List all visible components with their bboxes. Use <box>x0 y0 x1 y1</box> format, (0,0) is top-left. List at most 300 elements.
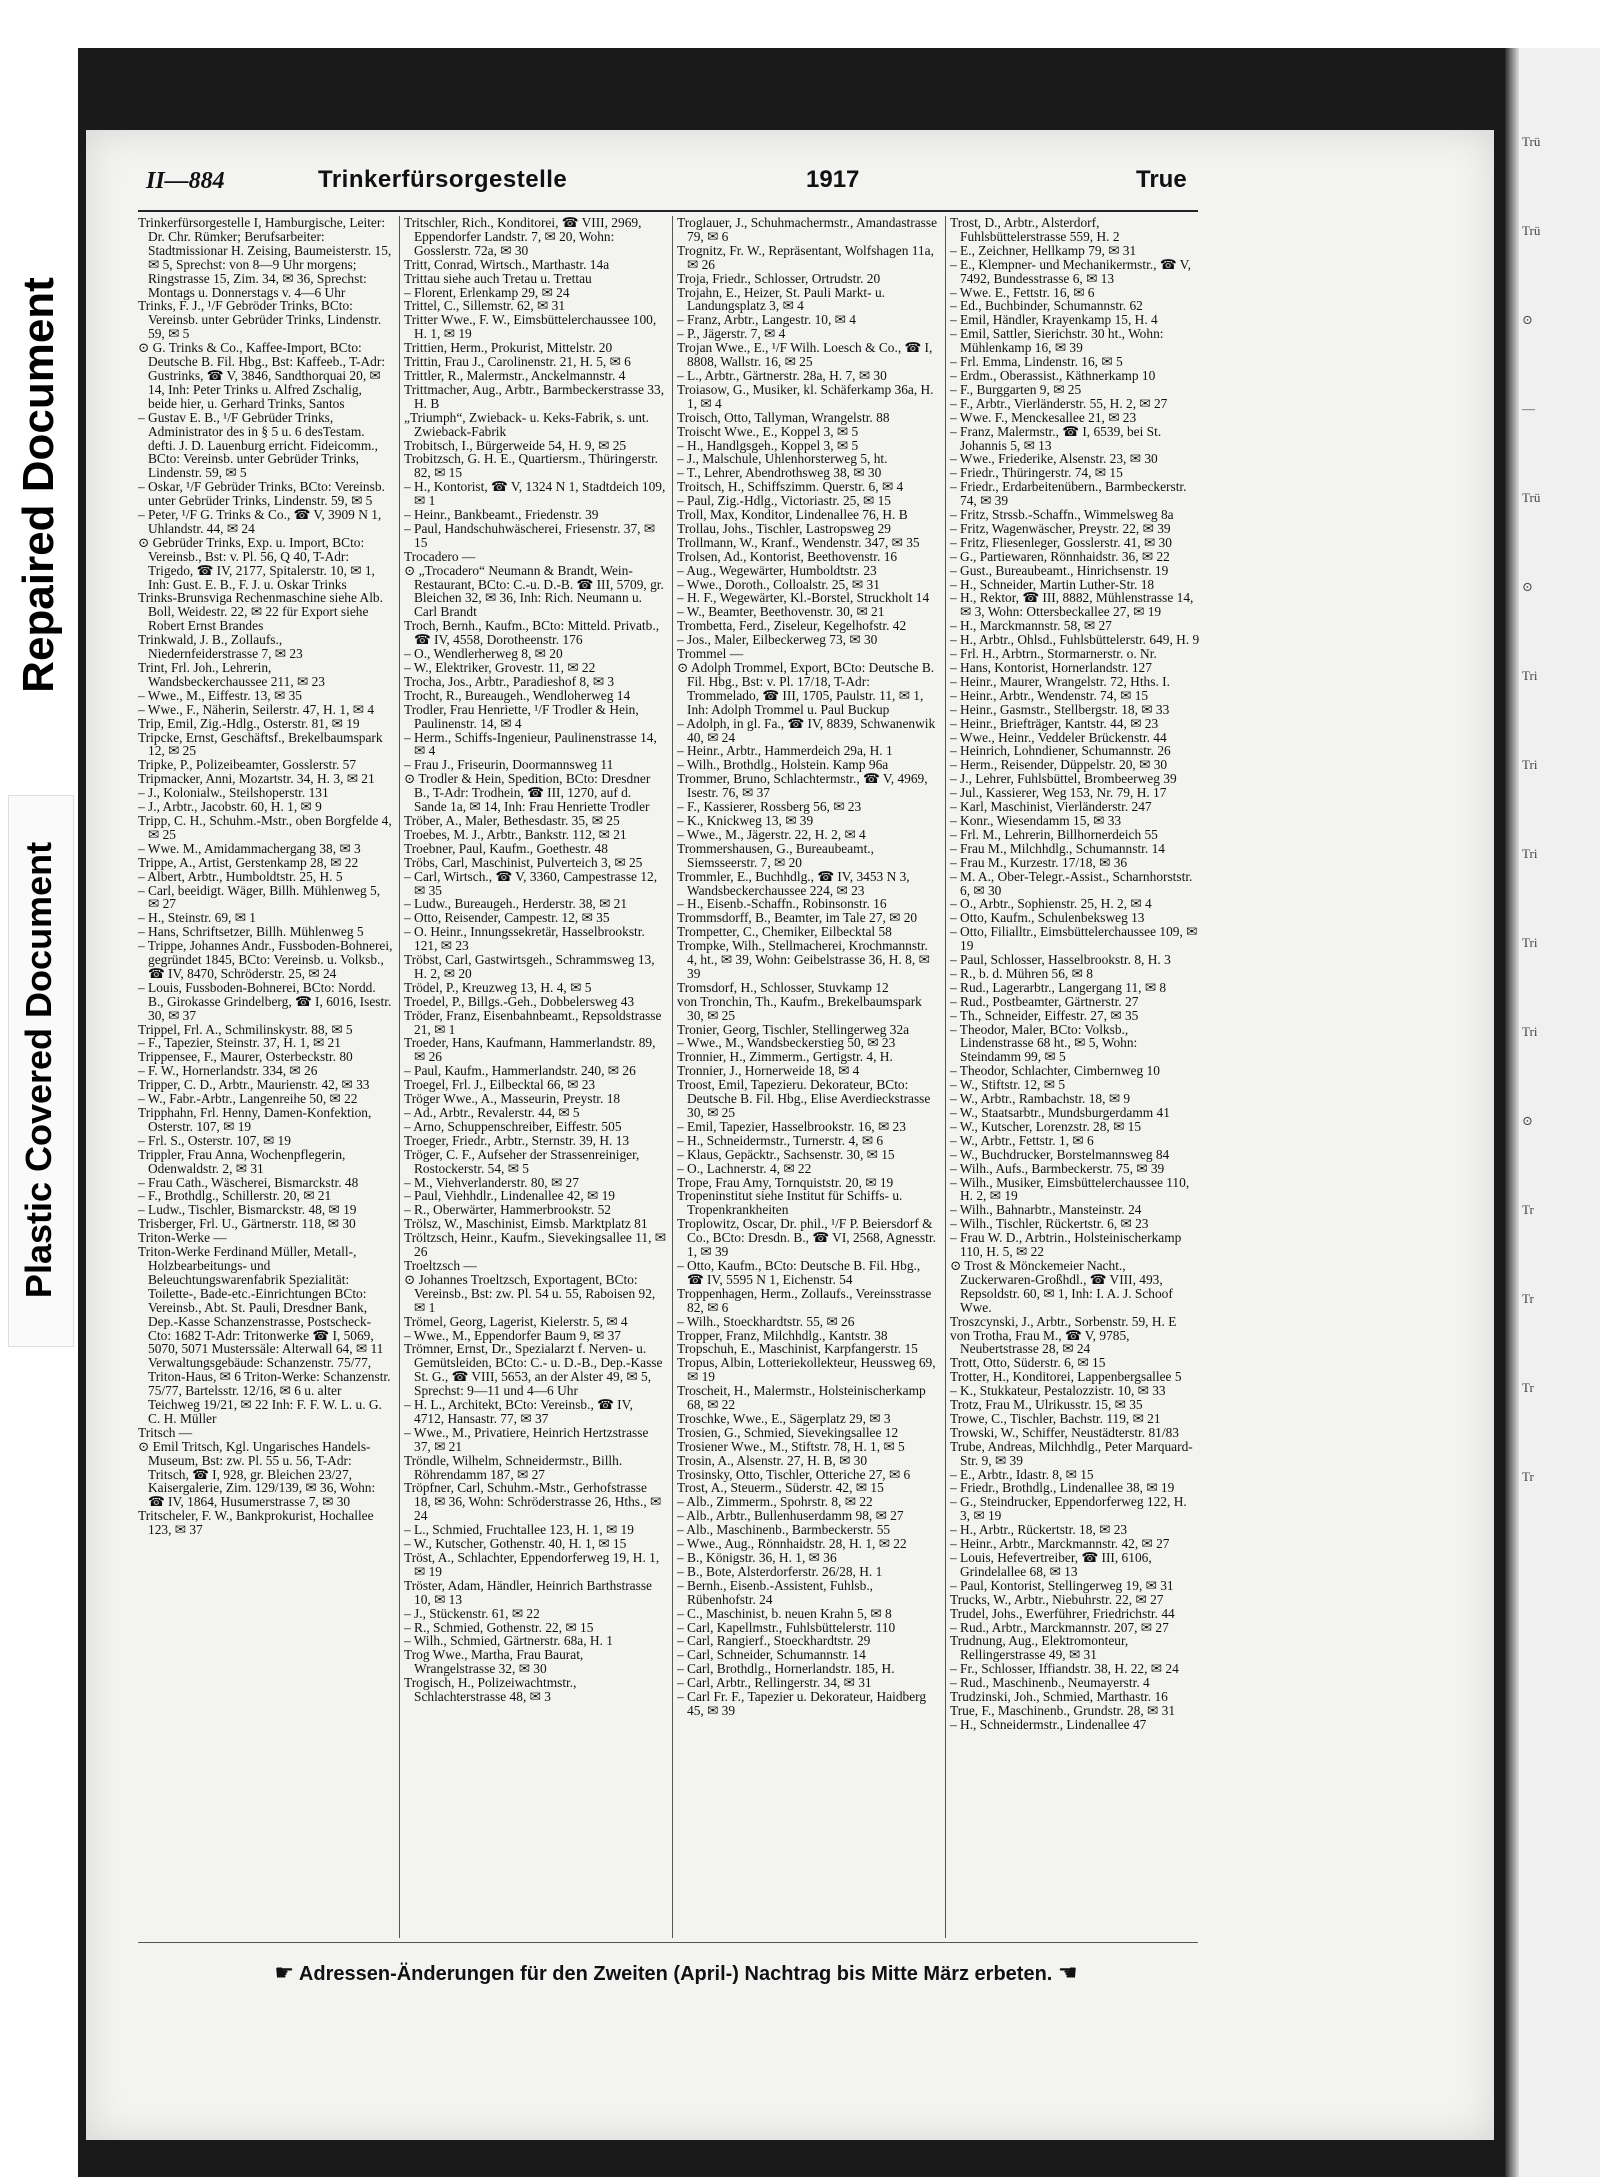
directory-entry: – Wwe., Heinr., Veddeler Brückenstr. 44 <box>950 729 1167 745</box>
directory-entry: Tripke, P., Polizeibeamter, Gosslerstr. 57 <box>138 757 357 773</box>
directory-entry: Trittel, C., Sillemstr. 62, ✉ 31 <box>404 298 566 314</box>
directory-entry: – Franz, Arbtr., Langestr. 10, ✉ 4 <box>677 312 856 328</box>
directory-entry: – Frau W. D., Arbtrin., Holsteinischerkamp 110, H. 5, ✉ 22 <box>950 1230 1182 1260</box>
directory-entry: Troegel, Frl. J., Eilbecktal 66, ✉ 23 <box>404 1077 596 1093</box>
year: 1917 <box>806 166 860 193</box>
directory-entry: Trommler, E., Buchhdlg., ☎ IV, 3453 N 3, Wandsbeckerchaussee 224, ✉ 23 <box>677 868 910 898</box>
directory-entry: – Alb., Maschinenb., Barmbeckerstr. 55 <box>677 1522 891 1538</box>
directory-entry: – R., Schmied, Gothenstr. 22, ✉ 15 <box>404 1619 594 1635</box>
directory-entry: – Albert, Arbtr., Humboldtstr. 25, H. 5 <box>138 868 343 884</box>
directory-entry: – Florent, Erlenkamp 29, ✉ 24 <box>404 284 570 300</box>
directory-entry: – Heinr., Gasmstr., Stellbergstr. 18, ✉ 33 <box>950 701 1170 717</box>
directory-entry: – Ludw., Bureaugeh., Herderstr. 38, ✉ 21 <box>404 896 628 912</box>
pointing-hand-icon: ☚ <box>1057 1960 1078 1985</box>
directory-entry: – H., Arbtr., Rückertstr. 18, ✉ 23 <box>950 1522 1128 1538</box>
directory-entry: – Louis, Fussboden-Bohnerei, BCto: Nordd. B., Girokasse Grindelberg, ☎ I, 6016, Isestr. 30, ✉ 37 <box>138 979 392 1023</box>
directory-entry: Trittmacher, Aug., Arbtr., Barmbeckerstrasse 33, H. B <box>404 381 665 411</box>
directory-entry: – Carl, Brothdlg., Hornerlandstr. 185, H. <box>677 1661 895 1677</box>
directory-entry: – H., Schneidermstr., Lindenallee 47 <box>950 1716 1147 1732</box>
directory-entry: Trömner, Ernst, Dr., Spezialarzt f. Nerven- u. Gemütsleiden, BCto: C.- u. D.-B., Dep.-Kasse St. G., ☎ VIII, 5653, an der Alster 49, ✉ 5, Sprechst: 9—11 und 4—6 Uhr <box>404 1341 663 1399</box>
scanned-page-area <box>78 48 1600 2177</box>
directory-entry: Troch, Bernh., Kaufm., BCto: Mitteld. Privatb., ☎ IV, 4558, Dorotheenstr. 176 <box>404 618 660 648</box>
directory-entry: Trommsdorff, B., Beamter, im Tale 27, ✉ 20 <box>677 910 918 926</box>
directory-entry: – Wilh., Brothdlg., Holstein. Kamp 96a <box>677 757 889 773</box>
directory-entry: – Ad., Arbtr., Revalerstr. 44, ✉ 5 <box>404 1105 580 1120</box>
directory-entry: Tripcke, Ernst, Geschäftsf., Brekelbaumspark 12, ✉ 25 <box>138 729 383 759</box>
directory-entry: – Otto, Reisender, Campestr. 12, ✉ 35 <box>404 910 610 926</box>
directory-entry: – Hans, Schriftsetzer, Billh. Mühlenweg 5 <box>138 924 364 940</box>
adjacent-page-fragment: — <box>1522 401 1535 416</box>
directory-entry: – H., Handlgsgeh., Koppel 3, ✉ 5 <box>677 437 859 453</box>
directory-entry: – F., Arbtr., Vierländerstr. 55, H. 2, ✉ 27 <box>950 395 1168 411</box>
directory-entry: – Otto, Kaufm., BCto: Deutsche B. Fil. Hbg., ☎ IV, 5595 N 1, Eichenstr. 54 <box>677 1257 921 1287</box>
directory-entry: Trost, A., Steuerm., Süderstr. 42, ✉ 15 <box>677 1480 884 1496</box>
directory-entry: – H. L., Architekt, BCto: Vereinsb., ☎ IV, 4712, Hansastr. 77, ✉ 37 <box>404 1397 633 1426</box>
directory-entry: Trommer, Bruno, Schlachtermstr., ☎ V, 4969, Isestr. 76, ✉ 37 <box>677 771 928 801</box>
column-4 <box>950 216 1200 1938</box>
directory-entry: Troppenhagen, Herm., Zollaufs., Vereinsstrasse 82, ✉ 6 <box>677 1285 932 1315</box>
directory-entry: – Wwe., Friederike, Alsenstr. 23, ✉ 30 <box>950 451 1158 467</box>
directory-entry: – Wilh., Stoeckhardtstr. 55, ✉ 26 <box>677 1313 855 1329</box>
directory-entry: – C., Maschinist, b. neuen Krahn 5, ✉ 8 <box>677 1605 892 1621</box>
directory-entry: – W., Staatsarbtr., Mundsburgerdamm 41 <box>950 1105 1170 1120</box>
directory-entry: – H., Marckmannstr. 58, ✉ 27 <box>950 618 1112 634</box>
directory-entry: – Wilh., Tischler, Rückertstr. 6, ✉ 23 <box>950 1216 1149 1232</box>
directory-entry: Tröber, A., Maler, Bethesdastr. 35, ✉ 25 <box>404 812 620 828</box>
directory-entry: – Wilh., Musiker, Eimsbüttelerchaussee 110, H. 2, ✉ 19 <box>950 1174 1190 1204</box>
directory-entry: – Heinrich, Lohndiener, Schumannstr. 26 <box>950 743 1171 759</box>
directory-entry: – Hans, Kontorist, Hornerlandstr. 127 <box>950 660 1152 675</box>
directory-entry: – H., Rektor, ☎ III, 8882, Mühlenstrasse 14, ✉ 3, Wohn: Ottersbeckallee 27, ✉ 19 <box>950 590 1194 620</box>
directory-entry: – Herm., Schiffs-Ingenieur, Paulinenstrasse 14, ✉ 4 <box>404 729 657 759</box>
directory-entry: Trinkerfürsorgestelle I, Hamburgische, Leiter: Dr. Chr. Rümker; Berufsarbeiter: Stadtmissionar H. Zeising, Baumeisterstr. 15, ✉ 5, Sprechst: von 8—9 Uhr morgens; Ringstrasse 15, Zim. 34, ✉ 36, Sprechst: Montags u. Donnerstags v. 4—6 Uhr <box>138 216 392 300</box>
directory-entry: – Fr., Schlosser, Iffiandstr. 38, H. 22, ✉ 24 <box>950 1661 1179 1677</box>
directory-entry: – R., Oberwärter, Hammerbrookstr. 52 <box>404 1202 611 1218</box>
directory-entry: Tripphahn, Frl. Henny, Damen-Konfektion, Osterstr. 107, ✉ 19 <box>138 1105 372 1134</box>
directory-entry: – Otto, Kaufm., Schulenbeksweg 13 <box>950 910 1145 926</box>
directory-entry: – J., Lehrer, Fuhlsbüttel, Brombeerweg 39 <box>950 771 1177 787</box>
directory-entry: – Fritz, Fliesenleger, Gosslerstr. 41, ✉ 30 <box>950 534 1172 550</box>
directory-entry: Trope, Frau Amy, Tornquiststr. 20, ✉ 19 <box>677 1174 894 1190</box>
directory-entry: – J., Kolonialw., Steilshoperstr. 131 <box>138 785 329 801</box>
adjacent-page-fragment: Trü <box>1522 134 1541 149</box>
directory-entry: – Heinr., Arbtr., Wendenstr. 74, ✉ 15 <box>950 687 1149 703</box>
directory-entry: Trogisch, H., Polizeiwachtmstr., Schlachterstrasse 48, ✉ 3 <box>404 1675 577 1705</box>
directory-entry: Tripp, C. H., Schuhm.-Mstr., oben Borgfelde 4, ✉ 25 <box>138 812 392 842</box>
directory-entry: Trollmann, W., Kranf., Wendenstr. 347, ✉ 35 <box>677 534 920 550</box>
directory-entry: – Alb., Zimmerm., Spohrstr. 8, ✉ 22 <box>677 1494 873 1510</box>
directory-entry: Trippe, A., Artist, Gerstenkamp 28, ✉ 22 <box>138 854 359 870</box>
directory-entry: Trömel, Georg, Lagerist, Kielerstr. 5, ✉ 4 <box>404 1313 628 1329</box>
page-header <box>146 162 1196 202</box>
directory-entry: – Frau M., Kurzestr. 17/18, ✉ 36 <box>950 854 1128 870</box>
directory-entry: – M. A., Ober-Telegr.-Assist., Scharnhorststr. 6, ✉ 30 <box>950 868 1193 898</box>
directory-entry: Troplowitz, Oscar, Dr. phil., ¹/F P. Beiersdorf & Co., BCto: Dresdn. B., ☎ VI, 2568, Agnesstr. 1, ✉ 39 <box>677 1216 936 1260</box>
directory-entry: Trojan Wwe., E., ¹/F Wilh. Loesch & Co., ☎ I, 8808, Wallstr. 16, ✉ 25 <box>677 340 933 370</box>
directory-entry: – B., Bote, Alsterdorferstr. 26/28, H. 1 <box>677 1563 883 1579</box>
directory-entry: – Alb., Arbtr., Bullenhuserdamm 98, ✉ 27 <box>677 1508 904 1524</box>
column-divider <box>945 216 946 1938</box>
directory-entry: Trocht, R., Bureaugeh., Wendloherweg 14 <box>404 687 631 703</box>
directory-entry: – Wwe. M., Amidammachergang 38, ✉ 3 <box>138 840 361 856</box>
directory-entry: – Wwe., M., Jägerstr. 22, H. 2, ✉ 4 <box>677 826 866 842</box>
directory-entry: – F., Brothdlg., Schillerstr. 20, ✉ 21 <box>138 1188 332 1204</box>
directory-entry: Troebner, Paul, Kaufm., Goethestr. 48 <box>404 840 608 856</box>
directory-entry: – Emil, Händler, Krayenkamp 15, H. 4 <box>950 312 1158 328</box>
directory-entry: Triton-Werke — <box>138 1230 227 1246</box>
directory-entry: – Carl, Kapellmstr., Fuhlsbüttelerstr. 110 <box>677 1619 896 1635</box>
directory-entry: – J., Arbtr., Jacobstr. 60, H. 1, ✉ 9 <box>138 799 322 815</box>
directory-entry: – W., Beamter, Beethovenstr. 30, ✉ 21 <box>677 604 885 620</box>
directory-entry: Trocadero — <box>404 548 476 564</box>
directory-entry: Troebes, M. J., Arbtr., Bankstr. 112, ✉ 21 <box>404 826 627 842</box>
directory-entry: – Th., Schneider, Eiffestr. 27, ✉ 35 <box>950 1007 1139 1023</box>
footer-text: Adressen-Änderungen für den Zweiten (April-) Nachtrag bis Mitte März erbeten. <box>298 1963 1053 1985</box>
directory-entry: Trobitsch, I., Bürgerweide 54, H. 9, ✉ 25 <box>404 437 627 453</box>
directory-entry: Trinks-Brunsviga Rechenmaschine siehe Alb. Boll, Weidestr. 22, ✉ 22 für Export siehe Robert Ernst Brandes <box>138 590 383 634</box>
directory-entry: Troost, Emil, Tapezieru. Dekorateur, BCto: Deutsche B. Fil. Hbg., Elise Averdieckstrasse 30, ✉ 25 <box>677 1077 931 1120</box>
directory-entry: Tripmacker, Anni, Mozartstr. 34, H. 3, ✉ 21 <box>138 771 375 787</box>
directory-entry: Trinkwald, J. B., Zollaufs., Niedernfeiderstrasse 7, ✉ 23 <box>138 632 303 662</box>
directory-page <box>86 130 1494 2140</box>
directory-entry: – O. Heinr., Innungssekretär, Hasselbrookstr. 121, ✉ 23 <box>404 924 645 954</box>
directory-entry: ⊙ Trodler & Hein, Spedition, BCto: Dresdner B., T-Adr: Trodhein, ☎ III, 1270, auf d. Sande 1a, ✉ 14, Inh: Frau Henriette Trodler <box>404 771 651 815</box>
directory-entry: – Karl, Maschinist, Vierländerstr. 247 <box>950 799 1152 815</box>
directory-entry: Trognitz, Fr. W., Repräsentant, Wolfshagen 11a, ✉ 26 <box>677 242 934 272</box>
adjacent-page-fragment: Tri <box>1522 757 1538 772</box>
directory-entry: – Friedr., Erdarbeitenübern., Barmbeckerstr. 74, ✉ 39 <box>950 479 1187 509</box>
directory-entry: ⊙ „Trocadero“ Neumann & Brandt, Wein-Restaurant, BCto: C.-u. D.-B. ☎ III, 5709, gr. Bleichen 32, ✉ 36, Inh: Rich. Neumann u. Carl Brandt <box>404 562 664 620</box>
directory-entry: – Wilh., Aufs., Barmbeckerstr. 75, ✉ 39 <box>950 1160 1165 1176</box>
directory-entry: – H., Schneidermstr., Turnerstr. 4, ✉ 6 <box>677 1132 884 1148</box>
directory-entry: – Emil, Tapezier, Hasselbrookstr. 16, ✉ 23 <box>677 1118 906 1134</box>
directory-entry: Trost, D., Arbtr., Alsterdorf, Fuhlsbüttelerstrasse 559, H. 2 <box>950 216 1120 244</box>
footer-notice <box>226 1960 1126 1990</box>
directory-entry: Troisch, Otto, Tallyman, Wrangelstr. 88 <box>677 409 890 425</box>
directory-entry: Troischt Wwe., E., Koppel 3, ✉ 5 <box>677 423 859 439</box>
directory-entry: – M., Viehverlanderstr. 80, ✉ 27 <box>404 1174 579 1190</box>
directory-entry: – H. F., Wegewärter, Kl.-Borstel, Struckholt 14 <box>677 590 930 606</box>
directory-entry: Trobitzsch, G. H. E., Quartiersm., Thüringerstr. 82, ✉ 15 <box>404 451 659 481</box>
directory-entry: – Rud., Maschinenb., Neumayerstr. 4 <box>950 1675 1150 1691</box>
directory-entry: Tritscheler, F. W., Bankprokurist, Hochallee 123, ✉ 37 <box>138 1508 374 1538</box>
directory-entry: Tripper, C. D., Arbtr., Maurienstr. 42, ✉ 33 <box>138 1077 370 1093</box>
directory-entry: Trommel — <box>677 646 744 662</box>
directory-entry: – Arno, Schuppenschreiber, Eiffestr. 505 <box>404 1118 622 1134</box>
directory-entry: Trittien, Herm., Prokurist, Mittelstr. 20 <box>404 340 613 356</box>
directory-entry: – R., b. d. Mühren 56, ✉ 8 <box>950 965 1093 981</box>
directory-entry: – Paul, Handschuhwäscherei, Friesenstr. 37, ✉ 15 <box>404 520 656 550</box>
directory-entry: – Ludw., Tischler, Bismarckstr. 48, ✉ 19 <box>138 1202 357 1218</box>
directory-entry: ⊙ Johannes Troeltzsch, Exportagent, BCto: Vereinsb., Bst: zw. Pl. 54 u. 55, Raboisen 92, ✉ 1 <box>404 1271 656 1315</box>
adjacent-page-fragment: Tri <box>1522 668 1538 683</box>
directory-entry: – T., Lehrer, Abendrothsweg 38, ✉ 30 <box>677 465 882 481</box>
directory-entry: – Jos., Maler, Eilbeckerweg 73, ✉ 30 <box>677 632 878 648</box>
directory-entry: – Paul, Zig.-Hdlg., Victoriastr. 25, ✉ 15 <box>677 493 891 509</box>
directory-entry: Troglauer, J., Schuhmachermstr., Amandastrasse 79, ✉ 6 <box>677 216 938 244</box>
directory-entry: – Peter, ¹/F G. Trinks & Co., ☎ V, 3909 N 1, Uhlandstr. 44, ✉ 24 <box>138 507 382 536</box>
directory-entry: ⊙ Gebrüder Trinks, Exp. u. Import, BCto: Vereinsb., Bst: v. Pl. 56, Q 40, T-Adr: Trigedo, ☎ IV, 2177, Spitalerstr. 10, ✉ 1, Inh: Gust. E. B., F. J. u. Oskar Trinks <box>138 534 375 592</box>
directory-entry: Trosiener Wwe., M., Stiftstr. 78, H. 1, ✉ 5 <box>677 1438 905 1454</box>
directory-entry: – F., Burggarten 9, ✉ 25 <box>950 381 1082 397</box>
directory-entry: – Carl, Arbtr., Rellingerstr. 34, ✉ 31 <box>677 1675 872 1691</box>
directory-entry: – Wwe., Doroth., Colloalstr. 25, ✉ 31 <box>677 576 880 592</box>
directory-entry: – Wwe., Aug., Rönnhaidstr. 28, H. 1, ✉ 22 <box>677 1536 907 1552</box>
directory-entry: Trompke, Wilh., Stellmacherei, Krochmannstr. 4, ht., ✉ 39, Wohn: Geibelstrasse 36, H. 8, ✉ 39 <box>677 938 930 981</box>
adjacent-page-fragment: Tri <box>1522 1024 1538 1039</box>
directory-entry: Tröst, A., Schlachter, Eppendorferweg 19, H. 1, ✉ 19 <box>404 1550 660 1579</box>
directory-entry: – Paul, Schlosser, Hasselbrookstr. 8, H. 3 <box>950 952 1171 968</box>
adjacent-page-fragment: Tri <box>1522 935 1538 950</box>
directory-entry: ⊙ Adolph Trommel, Export, BCto: Deutsche B. Fil. Hbg., Bst: v. Pl. 17/18, T-Adr: Trommelado, ☎ III, 1705, Paulstr. 11, ✉ 1, Inh: Adolph Trommel u. Paul Buckup <box>677 660 935 717</box>
column-2 <box>404 216 666 1938</box>
directory-entry: Trocha, Jos., Arbtr., Paradieshof 8, ✉ 3 <box>404 673 615 689</box>
adjacent-page-fragment: Tr <box>1522 1380 1534 1395</box>
directory-entry: Trollau, Johs., Tischler, Lastropsweg 29 <box>677 520 891 536</box>
directory-entry: Trisberger, Frl. U., Gärtnerstr. 118, ✉ 30 <box>138 1216 356 1232</box>
directory-entry: – Paul, Kaufm., Hammerlandstr. 240, ✉ 26 <box>404 1063 636 1079</box>
directory-entry: Trotz, Frau M., Ulrikusstr. 15, ✉ 35 <box>950 1397 1143 1413</box>
directory-entry: Trott, Otto, Süderstr. 6, ✉ 15 <box>950 1355 1106 1371</box>
directory-entry: – L., Arbtr., Gärtnerstr. 28a, H. 7, ✉ 30 <box>677 367 887 383</box>
directory-entry: Trippel, Frl. A., Schmilinskystr. 88, ✉ 5 <box>138 1021 353 1037</box>
directory-entry: Tritsch — <box>138 1424 193 1440</box>
directory-entry: – K., Stukkateur, Pestalozzistr. 10, ✉ 33 <box>950 1383 1166 1399</box>
section-title: Trinkerfürsorgestelle <box>318 166 568 193</box>
directory-entry: – Otto, Filialltr., Eimsbüttelerchaussee 109, ✉ 19 <box>950 924 1198 954</box>
footer-rule <box>138 1942 1198 1943</box>
directory-entry: – W., Buchdrucker, Borstelmannsweg 84 <box>950 1146 1170 1162</box>
directory-entry: Troeltzsch — <box>404 1257 477 1273</box>
directory-entry: – Carl, beeidigt. Wäger, Billh. Mühlenweg 5, ✉ 27 <box>138 882 381 912</box>
directory-entry: – K., Knickweg 13, ✉ 39 <box>677 812 814 828</box>
directory-entry: Tritter Wwe., F. W., Eimsbüttelerchaussee 100, H. 1, ✉ 19 <box>404 312 657 342</box>
adjacent-page-edge <box>1505 48 1600 2177</box>
directory-entry: Tritschler, Rich., Konditorei, ☎ VIII, 2969, Eppendorfer Landstr. 7, ✉ 20, Wohn: Gosslerstr. 72a, ✉ 30 <box>404 216 642 258</box>
directory-entry: Trosien, G., Schmied, Sievekingsallee 12 <box>677 1424 899 1440</box>
directory-entry: – Franz, Malermstr., ☎ I, 6539, bei St. Johannis 5, ✉ 13 <box>950 423 1162 453</box>
directory-entry: Troja, Friedr., Schlosser, Ortrudstr. 20 <box>677 270 881 286</box>
column-divider <box>672 216 673 1938</box>
directory-entry: – Frl. Emma, Lindenstr. 16, ✉ 5 <box>950 354 1123 370</box>
directory-entry: – F., Tapezier, Steinstr. 37, H. 1, ✉ 21 <box>138 1035 341 1051</box>
directory-entry: – W., Kutscher, Lorenzstr. 28, ✉ 15 <box>950 1118 1142 1134</box>
directory-entry: Tröder, Franz, Eisenbahnbeamt., Repsoldstrasse 21, ✉ 1 <box>404 1007 662 1037</box>
directory-entry: True, F., Maschinenb., Grundstr. 28, ✉ 31 <box>950 1702 1176 1718</box>
adjacent-page-fragment: ⊙ <box>1522 1113 1533 1128</box>
directory-entry: Trodler, Frau Henriette, ¹/F Trodler & Hein, Paulinenstr. 14, ✉ 4 <box>404 701 639 731</box>
directory-entry: Trog Wwe., Martha, Frau Baurat, Wrangelstrasse 32, ✉ 30 <box>404 1647 584 1677</box>
directory-entry: – Emil, Sattler, Sierichstr. 30 ht., Wohn: Mühlenkamp 16, ✉ 39 <box>950 326 1164 356</box>
directory-entry: – Rud., Postbeamter, Gärtnerstr. 27 <box>950 993 1139 1009</box>
directory-entry: Tröndle, Wilhelm, Schneidermstr., Billh. Röhrendamm 187, ✉ 27 <box>404 1452 623 1482</box>
directory-entry: – Herm., Reisender, Düppelstr. 20, ✉ 30 <box>950 757 1168 773</box>
directory-entry: – Erdm., Oberassist., Käthnerkamp 10 <box>950 367 1156 383</box>
page-number: II—884 <box>146 168 225 194</box>
directory-entry: – Fritz, Strssb.-Schaffn., Wimmelsweg 8a <box>950 507 1174 523</box>
directory-entry: Tröltzsch, Heinr., Kaufm., Sievekingsallee 11, ✉ 26 <box>404 1230 666 1260</box>
directory-entry: – O., Lachnerstr. 4, ✉ 22 <box>677 1160 812 1176</box>
directory-entry: Tronnier, J., Hornerweide 18, ✉ 4 <box>677 1063 860 1079</box>
directory-entry: – W., Elektriker, Grovestr. 11, ✉ 22 <box>404 660 596 675</box>
directory-entry: – G., Partiewaren, Rönnhaidstr. 36, ✉ 22 <box>950 548 1170 564</box>
directory-entry: – Heinr., Bankbeamt., Friedenstr. 39 <box>404 507 599 523</box>
adjacent-page-fragment: Trü <box>1522 490 1541 505</box>
directory-entry: – E., Arbtr., Idastr. 8, ✉ 15 <box>950 1466 1094 1482</box>
directory-entry: – W., Arbtr., Fettstr. 1, ✉ 6 <box>950 1132 1094 1148</box>
adjacent-page-fragments <box>1504 133 1600 1583</box>
directory-entry: – Paul, Kontorist, Stellingerweg 19, ✉ 31 <box>950 1577 1174 1593</box>
directory-entry: Trowski, W., Schiffer, Neustädterstr. 81/83 <box>950 1424 1179 1440</box>
directory-entry: Troiasow, G., Musiker, kl. Schäferkamp 36a, H. 1, ✉ 4 <box>677 381 934 411</box>
directory-entry: – W., Stiftstr. 12, ✉ 5 <box>950 1077 1066 1093</box>
directory-entry: – Ed., Buchbinder, Schumannstr. 62 <box>950 298 1143 314</box>
directory-entry: Tronnier, H., Zimmerm., Gertigstr. 4, H. <box>677 1049 893 1065</box>
directory-entry: Tröbs, Carl, Maschinist, Pulverteich 3, ✉ 25 <box>404 854 643 870</box>
directory-entry: Tropschuh, E., Maschinist, Karpfangerstr. 15 <box>677 1341 918 1357</box>
directory-entry: Trowe, C., Tischler, Bachstr. 119, ✉ 21 <box>950 1410 1161 1426</box>
directory-entry: Trudzinski, Joh., Schmied, Marthastr. 16 <box>950 1689 1168 1705</box>
directory-entry: Troszcynski, J., Arbtr., Sorbenstr. 59, H. E <box>950 1313 1177 1329</box>
directory-entry: Troeger, Friedr., Arbtr., Sternstr. 39, H. 13 <box>404 1132 630 1148</box>
column-divider <box>399 216 400 1938</box>
directory-entry: – Konr., Wiesendamm 15, ✉ 33 <box>950 812 1122 828</box>
directory-entry: – Wwe., F., Näherin, Seilerstr. 47, H. 1, ✉ 4 <box>138 701 375 717</box>
directory-entry: Trip, Emil, Zig.-Hdlg., Osterstr. 81, ✉ 19 <box>138 715 360 731</box>
pointing-hand-icon: ☛ <box>274 1960 295 1985</box>
directory-entry: – Jul., Kassierer, Weg 153, Nr. 79, H. 17 <box>950 785 1167 801</box>
directory-entry: Troschke, Wwe., E., Sägerplatz 29, ✉ 3 <box>677 1410 891 1426</box>
directory-entry: Trödel, P., Kreuzweg 13, H. 4, ✉ 5 <box>404 979 592 995</box>
directory-entry: – Carl, Schneider, Schumannstr. 14 <box>677 1647 866 1663</box>
directory-entry: Trint, Frl. Joh., Lehrerin, Wandsbeckerchaussee 211, ✉ 23 <box>138 660 325 689</box>
directory-entry: – Wilh., Bahnarbtr., Mansteinstr. 24 <box>950 1202 1142 1218</box>
directory-entry: Troscheit, H., Malermstr., Holsteinischerkamp 68, ✉ 22 <box>677 1383 926 1413</box>
directory-entry: – Oskar, ¹/F Gebrüder Trinks, BCto: Vereinsb. unter Gebrüder Trinks, Lindenstr. 59, ✉ 5 <box>138 479 385 509</box>
directory-entry: Trolsen, Ad., Kontorist, Beethovenstr. 16 <box>677 548 898 564</box>
directory-entry: – Frl. S., Osterstr. 107, ✉ 19 <box>138 1132 291 1148</box>
column-1 <box>138 216 393 1938</box>
directory-entry: – Wwe. F., Menckesallee 21, ✉ 23 <box>950 409 1137 425</box>
directory-entry: – P., Jägerstr. 7, ✉ 4 <box>677 326 786 342</box>
directory-entry: – W., Arbtr., Rambachstr. 18, ✉ 9 <box>950 1091 1131 1107</box>
adjacent-page-fragment: Tr <box>1522 1202 1534 1217</box>
directory-entry: Trosinsky, Otto, Tischler, Otteriche 27, ✉ 6 <box>677 1466 911 1482</box>
directory-entry: – Adolph, in gl. Fa., ☎ IV, 8839, Schwanenwik 40, ✉ 24 <box>677 715 936 745</box>
directory-entry: Tronier, Georg, Tischler, Stellingerweg 32a <box>677 1021 910 1037</box>
directory-entry: – Heinr., Briefträger, Kantstr. 44, ✉ 23 <box>950 715 1159 731</box>
directory-entry: Trinks, F. J., ¹/F Gebröder Trinks, BCto: Vereinsb. unter Gebrüder Trinks, Lindenstr. 59, ✉ 5 <box>138 298 382 342</box>
directory-entry: – Heinr., Arbtr., Marckmannstr. 42, ✉ 27 <box>950 1536 1170 1552</box>
directory-entry: – O., Wendlerherweg 8, ✉ 20 <box>404 646 563 662</box>
directory-entry: Tröster, Adam, Händler, Heinrich Barthstrasse 10, ✉ 13 <box>404 1577 652 1607</box>
directory-entry: – J., Malschule, Uhlenhorsterweg 5, ht. <box>677 451 888 467</box>
directory-entry: – H., Arbtr., Ohlsd., Fuhlsbüttelerstr. 649, H. 9 <box>950 632 1200 648</box>
directory-entry: – Wwe. E., Fettstr. 16, ✉ 6 <box>950 284 1095 300</box>
directory-entry: Triton-Werke Ferdinand Müller, Metall-, Holzbearbeitungs- und Beleuchtungswarenfabrik Spezialität: Toilette-, Bade-etc.-Einrichtungen BCto: Vereinsb., Abt. St. Pauli, Dresdner Bank, Dep.-Kasse Schanzenstrasse, Postscheck-Cto: 1682 T-Adr: Tritonwerke ☎ I, 5069, 5070, 5071 Musterssäle: Alterwall 64, ✉ 11 Verwaltungsgebäude: Schanzenstr. 75/77, Triton-Haus, ✉ 6 Triton-Werke: Schanzenstr. 75/77, Bartelsstr. 12/16, ✉ 6 u. alter Teichweg 19/21, ✉ 22 Inh: F. F. W. L. u. G. C. H. Müller <box>138 1244 391 1426</box>
directory-entry: – Fritz, Wagenwäscher, Preystr. 22, ✉ 39 <box>950 520 1171 536</box>
directory-entry: – Wwe., M., Eppendorfer Baum 9, ✉ 37 <box>404 1327 621 1343</box>
directory-entry: Tropeninstitut siehe Institut für Schiffs- u. Tropenkrankheiten <box>677 1188 903 1218</box>
adjacent-page-fragment: Tr <box>1522 1469 1534 1484</box>
directory-entry: Troedel, P., Billgs.-Geh., Dobbelersweg 43 <box>404 993 635 1009</box>
directory-entry: Trittau siehe auch Tretau u. Trettau <box>404 270 592 286</box>
directory-entry: – F. W., Hornerlandstr. 334, ✉ 26 <box>138 1063 318 1079</box>
directory-entry: – F., Kassierer, Rossberg 56, ✉ 23 <box>677 799 862 815</box>
directory-entry: Tröbst, Carl, Gastwirtsgeh., Schrammsweg 13, H. 2, ✉ 20 <box>404 952 655 981</box>
directory-entry: Trombetta, Ferd., Ziseleur, Kegelhofstr. 42 <box>677 618 907 634</box>
directory-entry: Trippler, Frau Anna, Wochenpflegerin, Odenwaldstr. 2, ✉ 31 <box>138 1146 346 1176</box>
directory-entry: – H., Eisenb.-Schaffn., Robinsonstr. 16 <box>677 896 887 912</box>
directory-entry: – Frau J., Friseurin, Doormannsweg 11 <box>404 757 614 773</box>
directory-entry: Trommershausen, G., Bureaubeamt., Siemsseerstr. 7, ✉ 20 <box>677 840 874 870</box>
directory-entry: – Frau M., Milchhdlg., Schumannstr. 14 <box>950 840 1165 856</box>
directory-entry: Trotter, H., Konditorei, Lappenbergsallee 5 <box>950 1369 1182 1385</box>
directory-entry: – W., Fabr.-Arbtr., Langenreihe 50, ✉ 22 <box>138 1091 358 1107</box>
directory-entry: – H., Schneider, Martin Luther-Str. 18 <box>950 576 1155 592</box>
directory-entry: – W., Kutscher, Gothenstr. 40, H. 1, ✉ 15 <box>404 1536 627 1552</box>
directory-entry: Tropus, Albin, Lotteriekollekteur, Heussweg 69, ✉ 19 <box>677 1355 936 1385</box>
directory-entry: Trojahn, E., Heizer, St. Pauli Markt- u. Landungsplatz 3, ✉ 4 <box>677 284 885 314</box>
adjacent-page-fragment: Tr <box>1522 1291 1534 1306</box>
directory-entry: Trudel, Johs., Ewerführer, Friedrichstr. 44 <box>950 1605 1175 1621</box>
directory-entry: – Theodor, Maler, BCto: Volksb., Lindenstrasse 68 ht., ✉ 5, Wohn: Steindamm 99, ✉ 5 <box>950 1021 1138 1065</box>
directory-entry: ⊙ G. Trinks & Co., Kaffee-Import, BCto: Deutsche B. Fil. Hbg., Bst: Kaffeeb., T-Adr: Gustrinks, ☎ V, 3846, Sandthorquai 20, ✉ 14, Inh: Peter Trinks u. Alfred Zschalig, beide hier, u. Gerhard Trinks, Santos <box>138 340 386 411</box>
directory-entry: – Rud., Lagerarbtr., Langergang 11, ✉ 8 <box>950 979 1167 995</box>
directory-entry: – Wilh., Schmied, Gärtnerstr. 68a, H. 1 <box>404 1633 613 1649</box>
directory-entry: Trompetter, C., Chemiker, Eilbecktal 58 <box>677 924 892 940</box>
directory-entry: – Frau Cath., Wäscherei, Bismarckstr. 48 <box>138 1174 359 1190</box>
directory-entry: Tröpfner, Carl, Schuhm.-Mstr., Gerhofstrasse 18, ✉ 36, Wohn: Schröderstrasse 26, Hths., ✉ 24 <box>404 1480 662 1524</box>
directory-entry: Trölsz, W., Maschinist, Eimsb. Marktplatz 81 <box>404 1216 648 1232</box>
column-3 <box>677 216 939 1938</box>
directory-entry: – E., Klempner- und Mechanikermstr., ☎ V, 7492, Bundesstrasse 6, ✉ 13 <box>950 256 1191 286</box>
directory-entry: Trube, Andreas, Milchhdlg., Peter Marquard-Str. 9, ✉ 39 <box>950 1438 1193 1468</box>
directory-entry: Tromsdorf, H., Schlosser, Stuvkamp 12 <box>677 979 889 995</box>
directory-entry: – Carl Fr. F., Tapezier u. Dekorateur, Haidberg 45, ✉ 39 <box>677 1689 927 1718</box>
directory-entry: – H., Steinstr. 69, ✉ 1 <box>138 910 256 926</box>
repaired-document-label: Repaired Document <box>14 277 64 693</box>
running-head: True <box>1136 166 1187 193</box>
directory-entry: ⊙ Emil Tritsch, Kgl. Ungarisches Handels-Museum, Bst: zw. Pl. 55 u. 56, T-Adr: Tritsch, ☎ I, 928, gr. Bleichen 23/27, Kaisergalerie, Zim. 129/139, ✉ 36, Wohn: ☎ IV, 1864, Husumerstrasse 7, ✉ 30 <box>138 1438 376 1510</box>
header-rule <box>138 210 1198 212</box>
directory-entry: – Aug., Wegewärter, Humboldtstr. 23 <box>677 562 877 578</box>
directory-entry: Trittler, R., Malermstr., Anckelmannstr. 4 <box>404 367 626 383</box>
left-margin <box>0 0 78 2177</box>
directory-entry: Tröger, C. F., Aufseher der Strassenreiniger, Rostockerstr. 54, ✉ 5 <box>404 1146 640 1176</box>
directory-entry: Troitsch, H., Schiffszimm. Querstr. 6, ✉ 4 <box>677 479 904 495</box>
directory-entry: – B., Königstr. 36, H. 1, ✉ 36 <box>677 1550 837 1565</box>
directory-entry: – Carl, Wirtsch., ☎ V, 3360, Campestrasse 12, ✉ 35 <box>404 868 658 898</box>
directory-entry: – Friedr., Brothdlg., Lindenallee 38, ✉ 19 <box>950 1480 1175 1496</box>
directory-entry: – E., Zeichner, Hellkamp 79, ✉ 31 <box>950 242 1137 258</box>
directory-entry: Troll, Max, Konditor, Lindenallee 76, H. B <box>677 507 908 523</box>
directory-entry: – Paul, Viehhdlr., Lindenallee 42, ✉ 19 <box>404 1188 615 1204</box>
directory-entry: – Wwe., M., Eiffestr. 13, ✉ 35 <box>138 687 302 703</box>
directory-entry: – Wwe., M., Privatiere, Heinrich Hertzstrasse 37, ✉ 21 <box>404 1424 649 1454</box>
directory-entry: – L., Schmied, Fruchtallee 123, H. 1, ✉ 19 <box>404 1522 634 1538</box>
directory-entry: – Rud., Arbtr., Marckmannstr. 207, ✉ 27 <box>950 1619 1169 1635</box>
directory-entry: Tritt, Conrad, Wirtsch., Marthastr. 14a <box>404 256 610 272</box>
directory-entry: – Theodor, Schlachter, Cimbernweg 10 <box>950 1063 1160 1079</box>
directory-entry: – Carl, Rangierf., Stoeckhardtstr. 29 <box>677 1633 871 1649</box>
directory-entry: – Gustav E. B., ¹/F Gebrüder Trinks, Administrator des in § 5 u. 6 desTestam. defti. J. D. Lauenburg erricht. Fideicomm., BCto: Vereinsb. unter Gebrüder Trinks, Lindenstr. 59, ✉ 5 <box>138 409 378 481</box>
directory-entry: – Louis, Hefevertreiber, ☎ III, 6106, Grindelallee 68, ✉ 13 <box>950 1550 1152 1579</box>
adjacent-page-fragment: Trü <box>1522 223 1541 238</box>
directory-entry: Trittin, Frau J., Carolinenstr. 21, H. 5, ✉ 6 <box>404 354 631 370</box>
directory-entry: „Triumph“, Zwieback- u. Keks-Fabrik, s. unt. Zwieback-Fabrik <box>404 409 649 439</box>
directory-entry: – H., Kontorist, ☎ V, 1324 N 1, Stadtdeich 109, ✉ 1 <box>404 479 666 509</box>
